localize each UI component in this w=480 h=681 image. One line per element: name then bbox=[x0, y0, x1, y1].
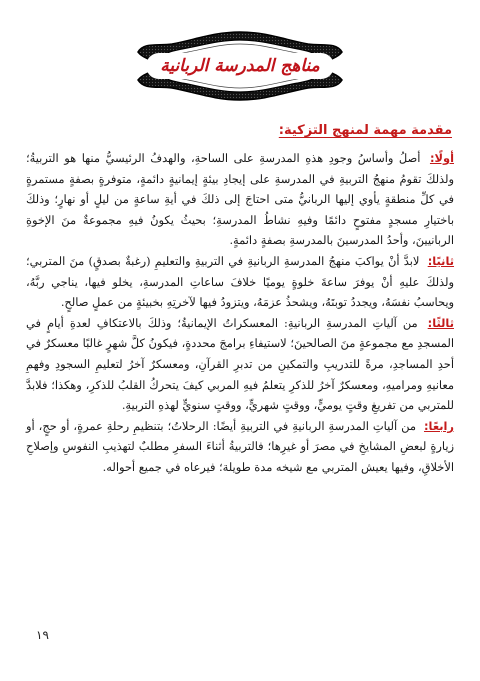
paragraph-first bbox=[26, 148, 454, 251]
paragraph-label: أولًا: bbox=[429, 151, 454, 165]
paragraph-third bbox=[26, 313, 454, 416]
paragraph-text: أصلُ وأساسُ وجودِ هذهِ المدرسةِ على الساحةِ، والهدفُ الرئيسيُّ منها هو التربيةُ؛ ولذلكَ تقومُ منهجُ التربيةِ في المدرسةِ على إيجادِ بيئةٍ إيمانيةٍ دائمةٍ، متوفرةٍ بصفةٍ مستمرةٍ في كلِّ منطقةٍ يأوي إليها الربانيُّ متى احتاجَ إلى ذلكَ في أيةِ ساعةٍ من ليلٍ أو نهارٍ؛ وذلكَ باختيارِ مسجدٍ مفتوحٍ دائمًا وفيهِ نشاطُ المدرسةِ؛ بحيثُ يكونُ فيهِ مجموعةٌ منَ الإخوةِ الربانيينَ، وأحدُ المدرسينَ بالمدرسةِ بصفةٍ دائمةٍ. bbox=[26, 151, 454, 248]
paragraph-second bbox=[26, 251, 454, 313]
banner-title: مناهج المدرسة الربانية bbox=[146, 53, 334, 79]
paragraph-text: من آلياتِ المدرسةِ الربانيةِ في التربيةِ أيضًا: الرحلاتُ؛ بتنظيمِ رحلةِ عمرةٍ، أو حجٍ، أو زيارةٍ لبعضِ المشايخِ في مصرَ أو غيرِها؛ فالتربيةُ أثناءَ السفرِ مطلبٌ لتهذيبِ النفوسِ وإصلاحِ الأخلاقِ، وفيها يعيش المتربي مع شيخه مدة طويلة؛ فيرعاه في جميع أحواله. bbox=[26, 418, 454, 474]
paragraph-fourth bbox=[26, 416, 454, 478]
paragraph-label: ثانيًا: bbox=[427, 253, 455, 268]
paragraph-text: من آلياتِ المدرسةِ الربانيةِ: المعسكراتُ الإيمانيةُ؛ وذلكَ بالاعتكافِ لعدةِ أيامٍ في المسجدِ مع مجموعةٍ منَ الصالحينَ؛ لاستيفاءِ برامجَ محددةٍ، فيكونُ كلَّ شهرٍ غالبًا معسكرٌ في أحدِ المساجدِ، مرةً للتدريبِ والتمكينِ من تدبرِ القرآنِ، ومعسكرٌ آخرُ لتعليمِ السجودِ وفهمِ معانيهِ ومراميهِ، ومعسكرٌ آخرُ للذكرِ يتعلمُ فيهِ المربي كيفَ يتحركُ القلبُ للذكرِ، وهكذا؛ فلابدَّ للمتربي من تفريغِ وقتٍ يوميٍّ، ووقتٍ شهريٍّ، ووقتٍ سنويٍّ لهذهِ التربيةِ. bbox=[26, 315, 454, 413]
body-text bbox=[26, 148, 454, 478]
page-number: ١٩ bbox=[36, 628, 49, 642]
paragraph-label: ثالثًا: bbox=[427, 315, 454, 330]
paragraph-text: لابدَّ أنْ يواكبَ منهجُ المدرسةِ الربانيةِ في التربيةِ والتعليمِ (رغبةٌ بصدقٍ) منَ المتربي؛ ولذلكَ عليهِ أنْ يوفرَ ساعةَ خلوةٍ يوميًا خلافَ ساعاتِ المدرسةِ، يخلو فيها، يناجي ربَّهُ، ويحاسبُ نفسَهُ، ويجددُ توبتَهُ، ويشحذُ عزمَهُ، ويتزودُ فيها لآخرتِهِ بخبيئةٍ من عملٍ صالحٍ. bbox=[26, 253, 454, 310]
section-heading: مقدمة مهمة لمنهج التزكية: bbox=[278, 123, 452, 138]
title-banner bbox=[136, 30, 344, 102]
paragraph-label: رابعًا: bbox=[423, 418, 454, 433]
